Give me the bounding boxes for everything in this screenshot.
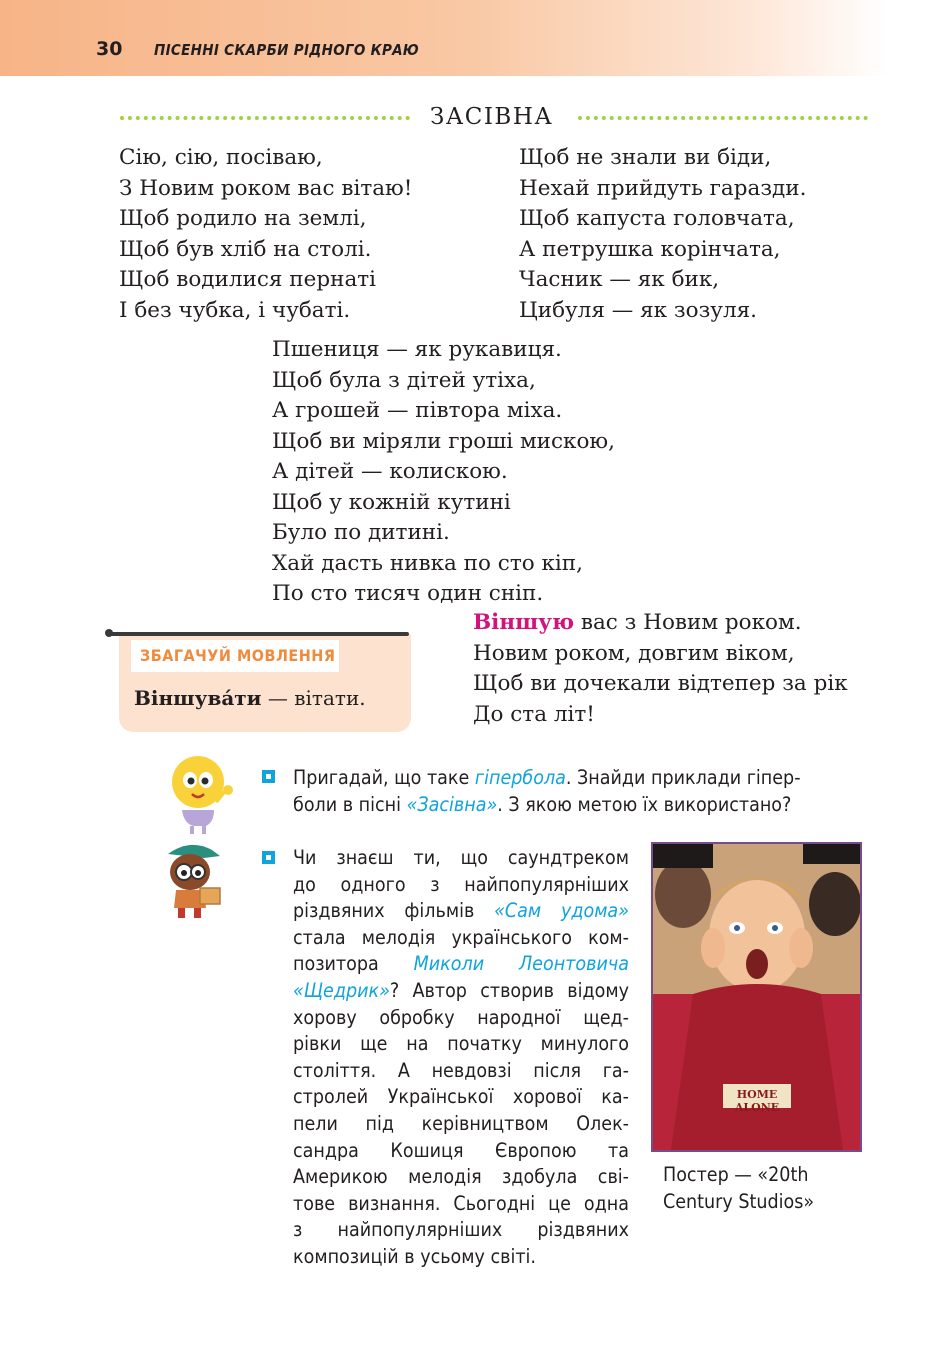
fact-line: стала мелодія українського ком-: [293, 925, 629, 949]
poem-line: А грошей — півтора міха.: [272, 398, 563, 423]
bullet-square-icon: [262, 770, 275, 783]
poem-right-column: [519, 143, 806, 326]
poem-line: Було по дитині.: [272, 520, 450, 545]
fact-paragraph: [293, 845, 629, 1271]
fact-line: Америкою мелодія здобула сві-: [293, 1165, 629, 1189]
vocab-definition: Віншува́ти — вітати.: [134, 686, 366, 710]
term-hyperbole: гіпербола: [474, 766, 566, 789]
poem-line: Щоб ви міряли гроші мискою,: [272, 428, 615, 454]
highlighted-word: Віншую: [473, 610, 574, 635]
running-title: ПІСЕННІ СКАРБИ РІДНОГО КРАЮ: [154, 41, 420, 59]
composer-reference: Миколи Леонтовича: [413, 952, 629, 976]
fact-line: позитора Миколи Леонтовича: [293, 952, 629, 976]
song-shchedryk-reference: «Щедрик»: [293, 978, 390, 1002]
page-number: 30: [96, 38, 123, 60]
fact-line: до одного з найпопулярніших: [293, 872, 629, 896]
courier-mascot-icon: [160, 838, 230, 920]
fact-line: стролей Української хорової ка-: [293, 1085, 629, 1109]
poem-line: Щоб водилися пернаті: [119, 267, 377, 292]
poem-line: Нехай прийдуть гаразди.: [519, 175, 807, 201]
title-rule-right: [578, 116, 868, 120]
poem-line: Новим роком, довгим віком,: [473, 640, 795, 666]
fact-line: «Щедрик»? Автор створив відому: [293, 978, 629, 1002]
vocab-box-rule: [107, 632, 409, 636]
poem-line: З Новим роком вас вітаю!: [119, 175, 413, 201]
poem-line: А петрушка корінчата,: [519, 236, 781, 262]
fact-line: з найпопулярніших різдвяних: [293, 1218, 629, 1242]
poem-line: Щоб була з дітей утіха,: [272, 367, 536, 393]
poem-line: Щоб капуста головчата,: [519, 206, 795, 231]
vocab-box-label: ЗБАГАЧУЙ МОВЛЕННЯ: [131, 640, 339, 672]
fact-line: сандра Кошиця Європою та: [293, 1138, 629, 1162]
fact-line: хорову обробку народної щед-: [293, 1005, 629, 1029]
fact-line: тове визнання. Сьогодні це одна: [293, 1191, 629, 1215]
fact-line: композицій в усьому світі.: [293, 1244, 536, 1268]
poster-caption: Постер — «20th Century Studios»: [663, 1163, 815, 1213]
poster-title: HOME ALONE: [734, 1088, 780, 1114]
poem-line: Цибуля — як зозуля.: [519, 297, 758, 323]
fact-line: різдвяних фільмів «Сам удома»: [293, 899, 630, 923]
poem-line: Щоб у кожній кутині: [272, 489, 511, 515]
song-title: ЗАСІВНА: [430, 104, 554, 130]
title-rule-left: [120, 116, 410, 120]
poem-left-column: [119, 143, 412, 326]
poem-line: Пшениця — як рукавиця.: [272, 337, 562, 362]
film-reference: «Сам удома»: [494, 899, 630, 923]
lightbulb-mascot-icon: [164, 750, 234, 836]
poem-line: Щоб не знали ви біди,: [519, 145, 772, 170]
poem-line: Щоб був хліб на столі.: [119, 236, 372, 262]
poem-line: До ста літ!: [473, 701, 595, 727]
vocab-term: Віншува́ти: [134, 686, 262, 710]
question-hyperbole: Пригадай, що таке гіпербола. Знайди приклади гіпер- боли в пісні «Засівна». З якою метою їх використано?: [293, 766, 801, 816]
poem-line: Хай дасть нивка по сто кіп,: [272, 550, 583, 576]
vocab-box-rule-dot: [105, 629, 113, 637]
poem-end-block: Віншую вас з Новим роком. Новим роком, довгим віком, Щоб ви дочекали відтепер за рік До ста літ!: [473, 610, 848, 727]
header-band: [0, 0, 935, 76]
fact-line: рівки ще на початку минулого: [293, 1032, 629, 1056]
fact-line: пели під керівництвом Олек-: [293, 1111, 629, 1135]
poem-line: Щоб родило на землі,: [119, 206, 367, 231]
fact-line: століття. А невдовзі після га-: [293, 1058, 629, 1082]
poem-line: А дітей — колискою.: [272, 459, 508, 484]
poem-line: Сію, сію, посіваю,: [119, 145, 323, 170]
song-reference: «Засівна»: [406, 793, 498, 816]
poem-center-block: [272, 335, 615, 610]
poem-line: Часник — як бик,: [519, 267, 720, 292]
poem-line: Щоб ви дочекали відтепер за рік: [473, 671, 848, 696]
poem-line: І без чубка, і чубаті.: [119, 297, 351, 323]
bullet-square-icon: [262, 851, 275, 864]
movie-poster-image: [651, 842, 862, 1152]
poem-line: По сто тисяч один сніп.: [272, 581, 544, 606]
fact-line: Чи знаєш ти, що саундтреком: [293, 846, 629, 869]
